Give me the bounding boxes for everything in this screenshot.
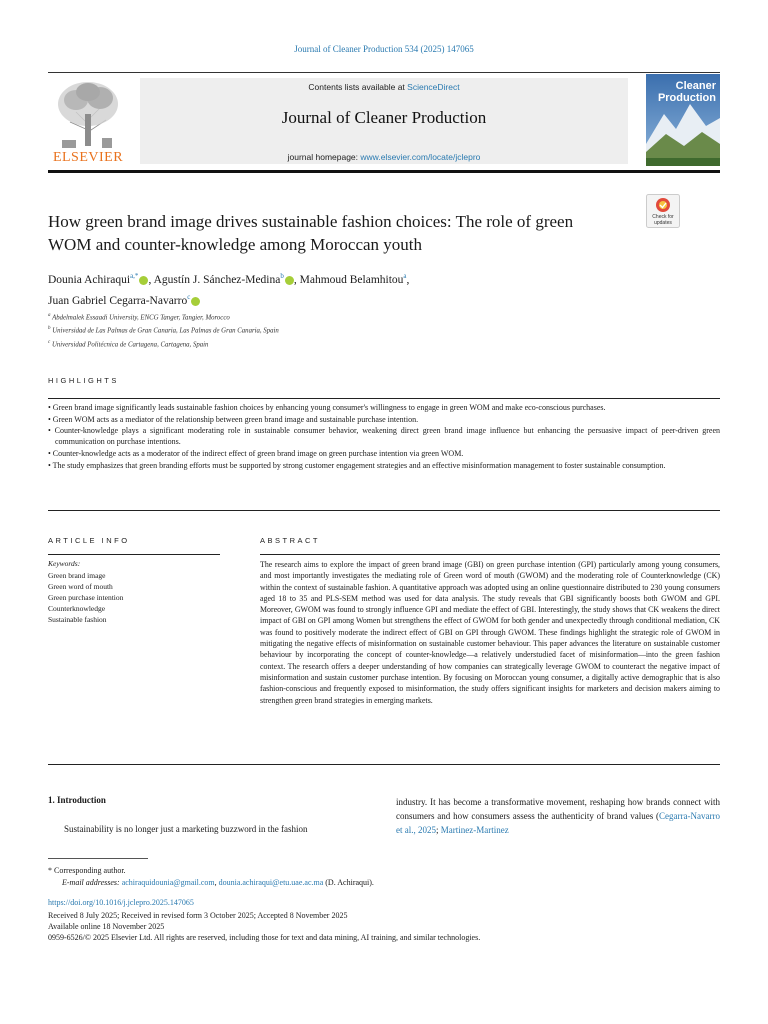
introduction-heading: 1. Introduction — [48, 795, 106, 805]
keywords-heading: Keywords: — [48, 559, 81, 568]
affil-text: Universidad Politécnica de Cartagena, Cartagena, Spain — [51, 340, 209, 348]
article-info-heading: ARTICLE INFO — [48, 536, 130, 545]
affil-sup: c — [48, 339, 51, 345]
check-updates-line1: Check for — [652, 214, 674, 220]
check-for-updates-badge[interactable] — [646, 194, 680, 228]
affil-text: Universidad de Las Palmas de Gran Canaria, Las Palmas de Gran Canaria, Spain — [52, 327, 279, 335]
contents-prefix: Contents lists available at — [308, 82, 408, 92]
citation-link[interactable]: Martinez-Martinez — [440, 825, 509, 835]
homepage-prefix: journal homepage: — [287, 152, 361, 162]
article-info-rule — [48, 554, 220, 555]
author-name[interactable]: Juan Gabriel Cegarra-Navarro — [48, 294, 188, 307]
elsevier-wordmark: ELSEVIER — [52, 150, 124, 165]
highlight-item: • Counter-knowledge plays a significant moderating role in sustainable consumer behavior, weakening direct green brand image influence but enhancing the persuasive impact of peer-driven green communication on purchase intentions. — [48, 426, 720, 447]
affil-sup: a — [48, 313, 51, 318]
affil-text: Abdelmalek Essaadi University, ENCG Tanger, Tangier, Morocco — [52, 314, 230, 322]
intro-text: industry. It has become a transformative movement, reshaping how brands connect with consumers and how consumers assess the authenticity of brand values ( — [396, 797, 720, 821]
email-link[interactable]: achiraquidounia@gmail.com — [121, 878, 215, 887]
email-link[interactable]: dounia.achiraqui@etu.uae.ac.ma — [218, 878, 324, 887]
citation-separator: ; — [436, 825, 441, 835]
highlight-item: • Green brand image significantly leads sustainable fashion choices by enhancing young consumer's willingness to engage in green WOM and make eco-conscious purchases. — [48, 403, 606, 412]
journal-cover[interactable] — [646, 74, 720, 166]
abstract-rule — [260, 554, 720, 555]
orcid-icon[interactable] — [191, 297, 200, 306]
footnote-rule — [48, 858, 148, 859]
corresponding-author-note: * Corresponding author. — [48, 866, 126, 875]
author-list: Dounia Achiraqui$^{a,*}$ , Agustín J. Sánchez-Medina$^b$ , Mahmoud Belamhitou$^a$, Juan Gabriel Cegarra-Navarro$^c$ — [48, 272, 410, 307]
abstract-bottom-rule — [48, 764, 720, 765]
sciencedirect-link[interactable]: ScienceDirect — [407, 82, 460, 92]
author-affil-sup[interactable]: a — [403, 272, 407, 280]
highlights-list — [48, 402, 720, 471]
highlight-item: • Green WOM acts as a mediator of the relationship between green brand image and sustainable purchase intention. — [48, 414, 419, 424]
affiliation-b — [48, 323, 648, 336]
affiliation-a — [48, 310, 648, 323]
contents-line — [140, 82, 628, 92]
keywords-list — [48, 570, 220, 625]
email-label: E-mail addresses: — [62, 878, 122, 887]
orcid-icon[interactable] — [285, 276, 294, 285]
author-affil-sup[interactable]: c — [187, 292, 191, 301]
highlight-item: • Counter-knowledge acts as a moderator of the indirect effect of green brand image on green purchase intention via green WOM. — [48, 448, 464, 458]
abstract-heading: ABSTRACT — [260, 536, 321, 545]
highlights-rule — [48, 398, 720, 399]
author-affil-sup[interactable]: b — [280, 272, 284, 280]
publication-dates — [48, 910, 720, 943]
cover-title-line1: Cleaner — [675, 80, 716, 92]
keyword-item: Green purchase intention — [48, 593, 124, 602]
author-1[interactable] — [48, 274, 148, 286]
copyright-line: 0959-6526/© 2025 Elsevier Ltd. All rights are reserved, including those for text and data mining, AI training, and similar technologies. — [48, 933, 481, 942]
keyword-item: Counterknowledge — [48, 604, 106, 613]
author-3[interactable] — [300, 274, 407, 286]
author-4[interactable] — [48, 292, 200, 307]
available-online: Available online 18 November 2025 — [48, 922, 165, 931]
header-rule — [48, 72, 720, 73]
homepage-link[interactable]: www.elsevier.com/locate/jclepro — [360, 152, 481, 162]
paper-title: How green brand image drives sustainable fashion choices: The role of green WOM and counter-knowledge among Moroccan youth — [48, 212, 574, 254]
author-name[interactable]: Mahmoud Belamhitou — [299, 273, 404, 286]
author-name[interactable]: Agustín J. Sánchez-Medina — [153, 273, 281, 286]
introduction-col1: Sustainability is no longer just a marketing buzzword in the fashion — [64, 824, 308, 834]
email-owner: (D. Achiraqui). — [323, 878, 374, 887]
highlights-heading: HIGHLIGHTS — [48, 376, 119, 385]
keyword-item: Sustainable fashion — [48, 615, 107, 624]
check-updates-line2: updates — [654, 220, 672, 226]
highlights-bottom-rule — [48, 510, 720, 511]
highlight-item: • The study emphasizes that green branding efforts must be supported by strong customer engagement strategies and an effective misinformation management to foster sustainable consumption. — [48, 460, 666, 470]
abstract-text: The research aims to explore the impact of green brand image (GBI) on green purchase intention (GPI) particularly among young consumers, and most importantly investigates the mediating role of Green word of mouth (GWOM) and the moderating role of Counterknowledge (CK) within the context of sustainable fashion. A quantitative approach was adopted using an online questionnaire distributed to 230 young consumers aged 18 to 35 and PLS-SEM method was used for data analysis. The study reveals that GBI significantly boosts both GWOM and GPI. Moreover, GWOM was found to strongly influence GPI and mediate the effect of GBI. Interestingly, the study shows that CK weakens the direct impact of GBI on GPI among Women but strengthens the effect of GWOM for both gender and unexpectedly through conditional mediation, CK was found to positively moderate the indirect effect of GBI on GPI through GWOM. These findings highlight the strategic role of GWOM in mitigating the negative effects of misinformation on sustainable customer behaviour. This paper advances the literature on sustainable customer behaviour by incorporating the concept of counter-knowledge—a relatively understudied facet of misinformation—into the green fashion context. The research offers a deeper understanding of how companies can strategically leverage GWOM to counteract the negative impact of misinformation and sustain customer purchase intention. By focusing on Moroccan young consumer, a digitally active demographic that is also fashion-conscious and frequently exposed to misinformation, the study offers significant insights for marketers and decision makers aiming to strengthen green brand strategies in emerging markets. — [260, 560, 720, 705]
cover-title-line2: Production — [657, 92, 716, 104]
elsevier-logo[interactable] — [48, 74, 128, 166]
email-separator: , — [214, 878, 219, 887]
author-2[interactable] — [154, 274, 294, 286]
orcid-icon[interactable] — [139, 276, 148, 285]
journal-title: Journal of Cleaner Production — [281, 108, 487, 127]
received-dates: Received 8 July 2025; Received in revised form 3 October 2025; Accepted 8 November 2025 — [48, 911, 348, 920]
header-thick-rule — [48, 170, 720, 173]
homepage-line — [140, 152, 628, 162]
affiliations — [48, 310, 648, 350]
introduction-col2 — [396, 795, 720, 837]
journal-citation[interactable]: Journal of Cleaner Production 534 (2025) 147065 — [294, 44, 474, 54]
author-name[interactable]: Dounia Achiraqui — [48, 273, 131, 286]
doi-link[interactable]: https://doi.org/10.1016/j.jclepro.2025.147065 — [48, 898, 194, 907]
affiliation-c — [48, 337, 648, 350]
citation-link[interactable]: Cegarra-Navarro et al., 2025 — [396, 811, 720, 835]
affil-sup: b — [48, 326, 51, 332]
author-affil-sup[interactable]: a,* — [130, 272, 139, 280]
email-note — [62, 878, 374, 887]
keyword-item: Green word of mouth — [48, 582, 113, 591]
keyword-item: Green brand image — [48, 571, 106, 580]
